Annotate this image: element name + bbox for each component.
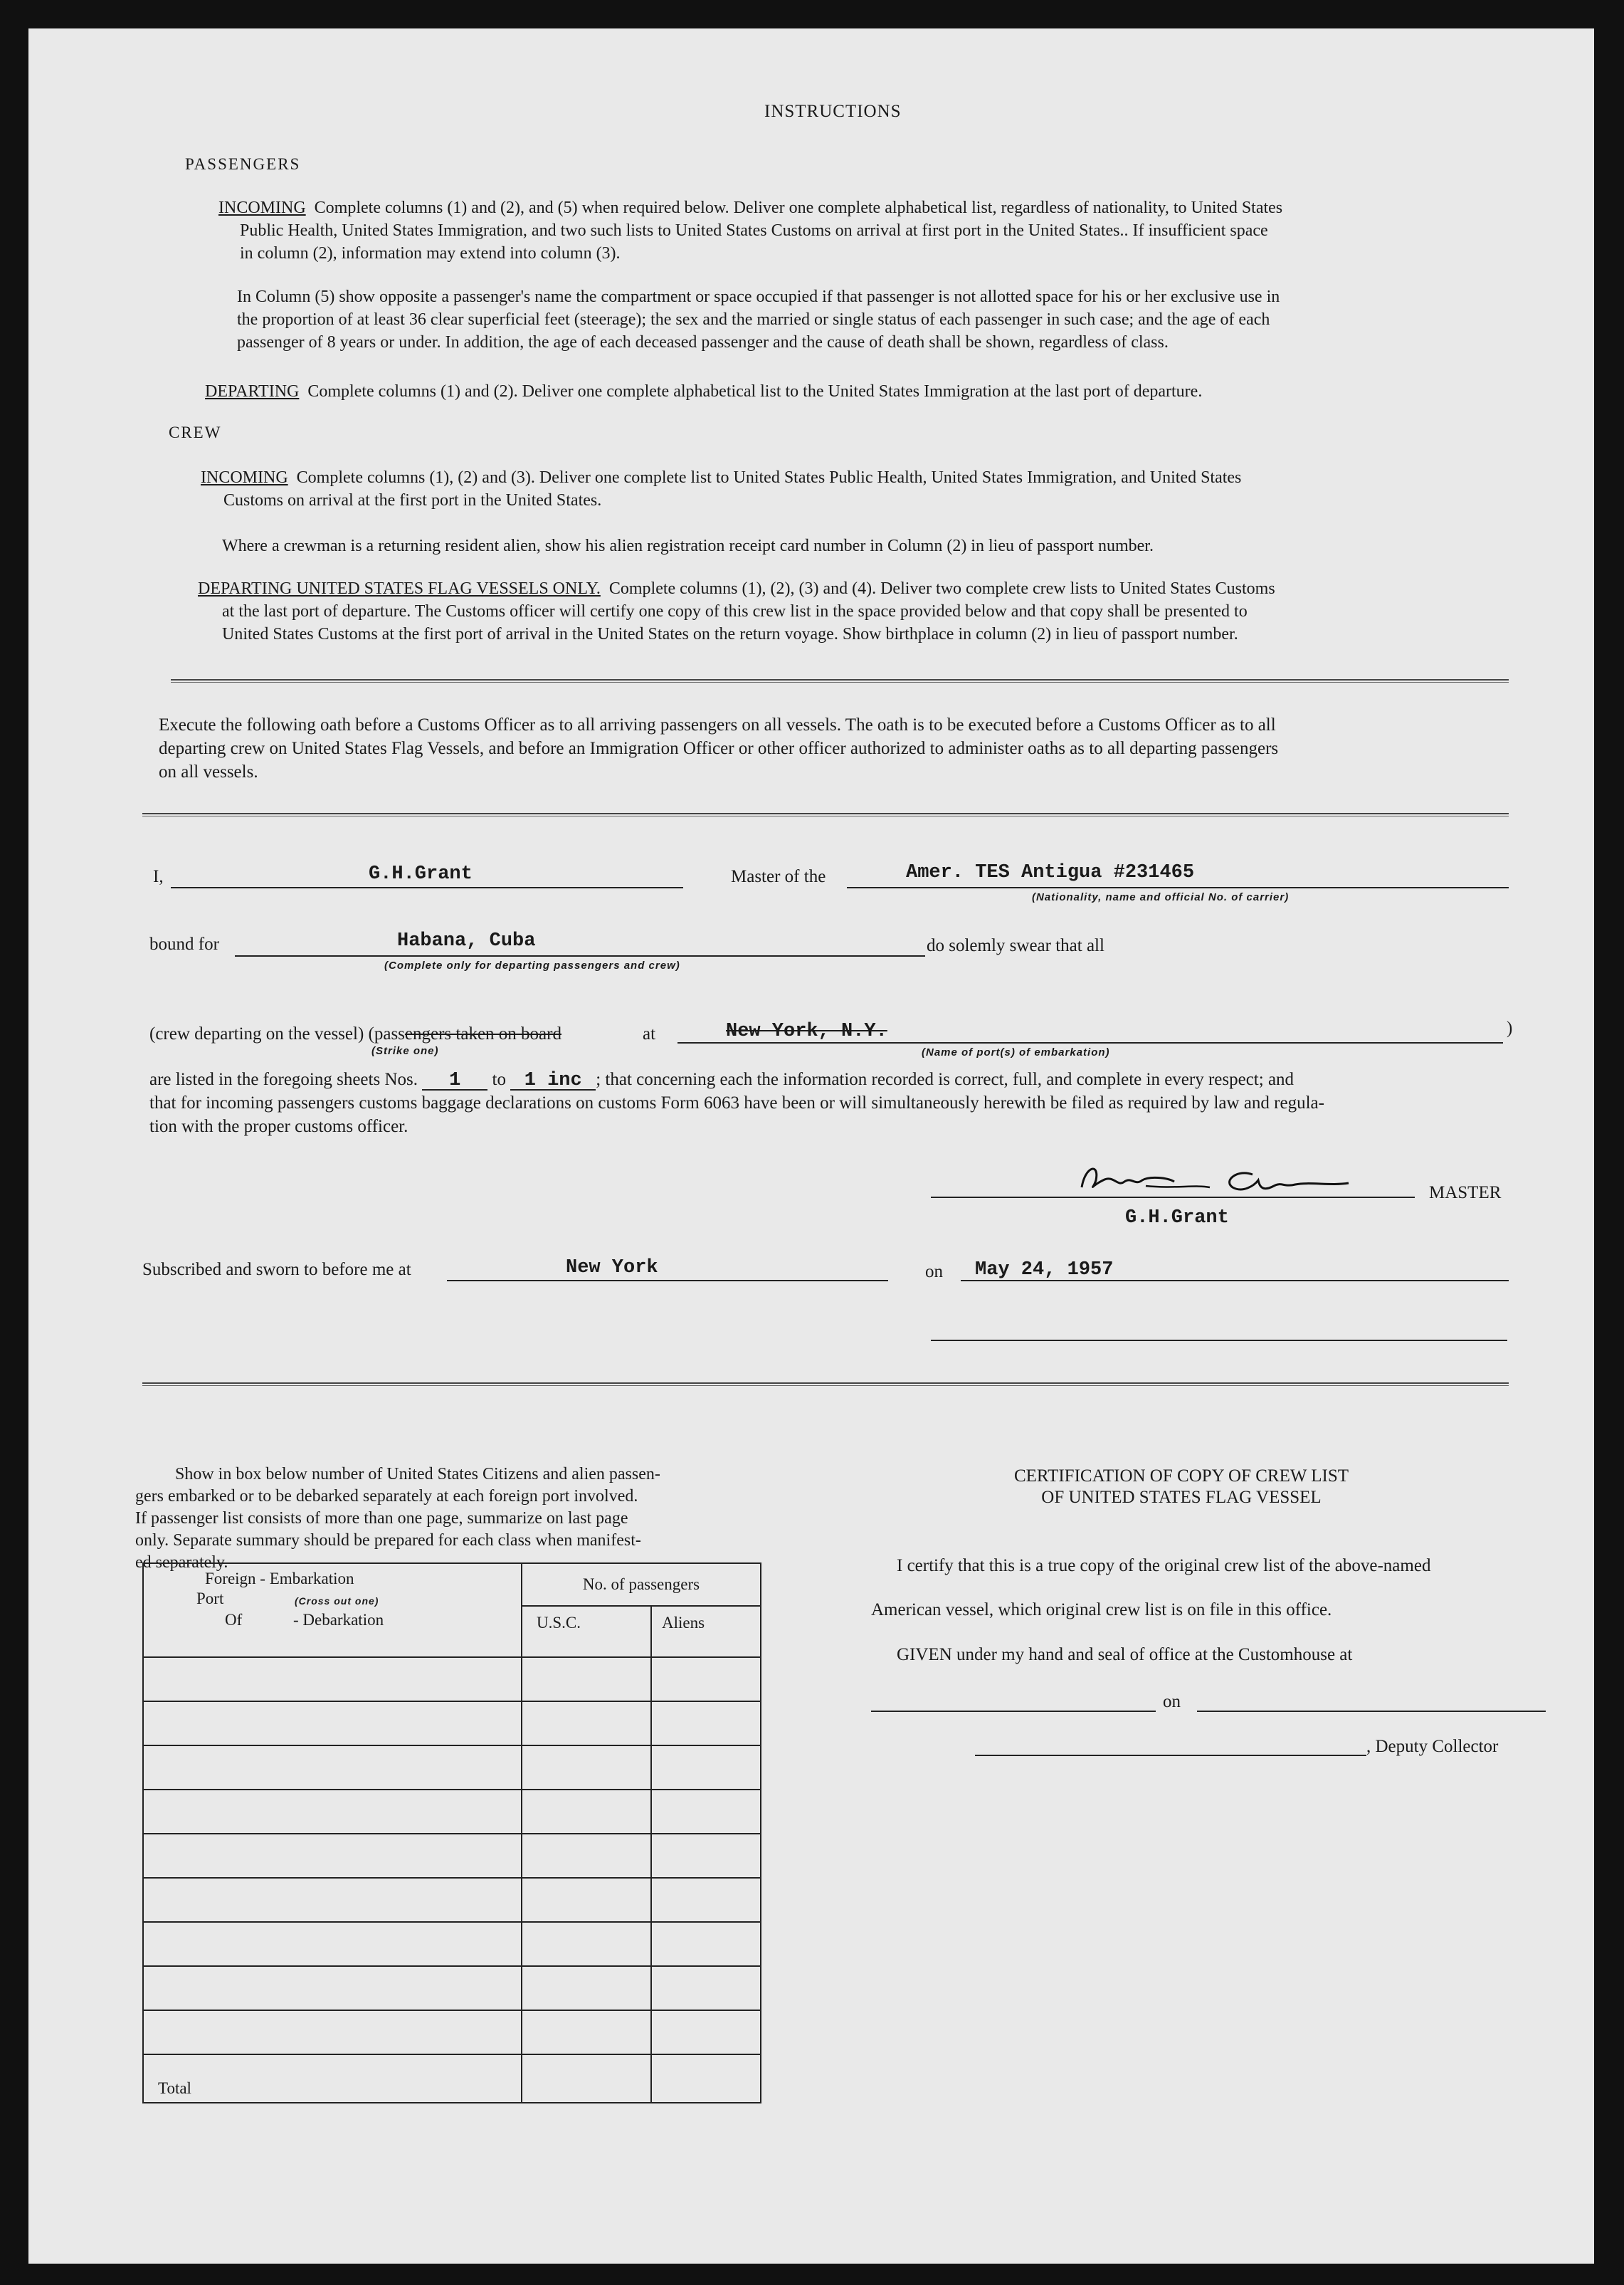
- bound-label: bound for: [149, 935, 219, 954]
- port-cell[interactable]: [143, 1790, 522, 1834]
- aliens-cell[interactable]: [651, 1922, 761, 1966]
- listed-text: are listed in the foregoing sheets Nos.: [149, 1070, 418, 1089]
- deputy-collector-label: , Deputy Collector: [1366, 1737, 1499, 1756]
- aliens-header: Aliens: [651, 1606, 761, 1657]
- summary-row: [143, 1657, 761, 1701]
- port-header-cell: [143, 1563, 522, 1657]
- summary-intro-line: ed separately.: [135, 1553, 228, 1572]
- sworn-place-field[interactable]: New York: [566, 1257, 658, 1278]
- passengers-departing-label: DEPARTING: [205, 382, 300, 401]
- summary-row: [143, 1922, 761, 1966]
- destination-field[interactable]: Habana, Cuba: [397, 930, 536, 952]
- crew-departing-block: [198, 577, 1564, 646]
- vessel-field[interactable]: Amer. TES Antigua #231465: [906, 862, 1195, 883]
- deputy-collector-line[interactable]: [975, 1755, 1366, 1756]
- aliens-cell[interactable]: [651, 1878, 761, 1922]
- signature-typed-name: G.H.Grant: [1125, 1207, 1229, 1229]
- column5-block: [237, 285, 1575, 354]
- aliens-cell[interactable]: [651, 1701, 761, 1745]
- port-line: [677, 1042, 1503, 1044]
- port-cell[interactable]: [143, 1657, 522, 1701]
- oath-intro: [159, 713, 1511, 784]
- close-paren: ): [1507, 1019, 1513, 1038]
- summary-row: [143, 1790, 761, 1834]
- column5-line: the proportion of at least 36 clear superficial feet (steerage); the sex and the married or single status of each passenger in such case; and the age of each: [237, 310, 1270, 329]
- port-cell[interactable]: [143, 1922, 522, 1966]
- sworn-date-field[interactable]: May 24, 1957: [975, 1259, 1114, 1281]
- aliens-cell[interactable]: [651, 1834, 761, 1878]
- sworn-place-line: [447, 1280, 888, 1281]
- strike-hint: (Strike one): [371, 1045, 439, 1057]
- destination-hint: (Complete only for departing passengers and crew): [384, 960, 680, 972]
- crew-departing-line: Complete columns (1), (2), (3) and (4). Deliver two complete crew lists to United States Customs: [608, 579, 1275, 598]
- crew-departing-line: at the last port of departure. The Customs officer will certify one copy of this crew list in the space provided below and that copy shall be presented to: [222, 602, 1248, 621]
- passenger-summary-table: [142, 1562, 761, 2103]
- crew-departing-label: DEPARTING UNITED STATES FLAG VESSELS ONLY.: [198, 579, 601, 598]
- customhouse-line[interactable]: [871, 1711, 1156, 1712]
- crew-incoming-block: [201, 466, 1553, 512]
- divider: [142, 813, 1509, 816]
- port-cell[interactable]: [143, 1701, 522, 1745]
- oath-i-label: I,: [153, 867, 164, 886]
- continuation-line: ; that concerning each the information recorded is correct, full, and complete in every respect; and: [596, 1070, 1295, 1089]
- usc-total-cell[interactable]: [522, 2054, 651, 2103]
- port-cell[interactable]: [143, 2010, 522, 2054]
- master-name-line: [171, 887, 683, 888]
- col-debarkation[interactable]: - Debarkation: [293, 1611, 384, 1629]
- sworn-on-label: on: [925, 1262, 943, 1281]
- col-foreign: Foreign -: [205, 1570, 265, 1587]
- continuation-line: tion with the proper customs officer.: [149, 1117, 408, 1136]
- officer-signature-line: [931, 1340, 1507, 1341]
- aliens-cell[interactable]: [651, 2010, 761, 2054]
- usc-cell[interactable]: [522, 1922, 651, 1966]
- passengers-incoming-line: Public Health, United States Immigration, and two such lists to United States Customs on arrival at first port in the United States.. If insufficient space: [240, 221, 1268, 240]
- master-of-label: Master of the: [731, 867, 826, 886]
- certification-text-1: I certify that this is a true copy of the original crew list of the above-named: [897, 1556, 1431, 1575]
- certification-date-line[interactable]: [1197, 1711, 1546, 1712]
- aliens-total-cell[interactable]: [651, 2054, 761, 2103]
- certification-text-3: GIVEN under my hand and seal of office at the Customhouse at: [897, 1645, 1353, 1664]
- usc-cell[interactable]: [522, 1701, 651, 1745]
- divider: [171, 679, 1509, 683]
- passengers-incoming-label: INCOMING: [218, 199, 306, 217]
- oath-intro-line: on all vessels.: [159, 762, 258, 782]
- passengers-heading: PASSENGERS: [185, 155, 301, 173]
- crew-incoming-line: Customs on arrival at the first port in the United States.: [223, 491, 602, 510]
- crew-departing-text: [149, 1024, 561, 1044]
- summary-row: [143, 1745, 761, 1790]
- certification-on-label: on: [1163, 1692, 1181, 1711]
- continuation-line: that for incoming passengers customs baggage declarations on customs Form 6063 have been or will simultaneously herewith be filed as required by law and regula-: [149, 1093, 1324, 1113]
- usc-cell[interactable]: [522, 1790, 651, 1834]
- usc-cell[interactable]: [522, 1657, 651, 1701]
- summary-row: [143, 2010, 761, 2054]
- summary-intro-line: only. Separate summary should be prepared for each class when manifest-: [135, 1531, 641, 1550]
- passengers-departing-text: Complete columns (1) and (2). Deliver one complete alphabetical list to the United States Immigration at the last port of departure.: [307, 382, 1203, 401]
- summary-total-row: [143, 2054, 761, 2103]
- usc-cell[interactable]: [522, 2010, 651, 2054]
- col-of: Of: [225, 1611, 243, 1629]
- swear-text: do solemly swear that all: [927, 936, 1104, 955]
- aliens-cell[interactable]: [651, 1966, 761, 2010]
- vessel-line: [847, 887, 1509, 888]
- aliens-cell[interactable]: [651, 1657, 761, 1701]
- crew-incoming-line: Complete columns (1), (2) and (3). Deliver one complete list to United States Public Health, United States Immigration, and United States: [296, 468, 1242, 487]
- certification-title-line2: OF UNITED STATES FLAG VESSEL: [1041, 1488, 1322, 1507]
- aliens-cell[interactable]: [651, 1745, 761, 1790]
- summary-row: [143, 1701, 761, 1745]
- oath-intro-line: departing crew on United States Flag Vessels, and before an Immigration Officer or other officer authorized to administer oaths as to all departing passengers: [159, 739, 1279, 758]
- sheet-to-field[interactable]: 1 inc: [510, 1072, 596, 1091]
- passenger-option-struck[interactable]: engers taken on board: [404, 1024, 561, 1044]
- total-label: Total: [143, 2054, 522, 2103]
- master-signature: [1067, 1159, 1366, 1202]
- col-embarkation[interactable]: Embarkation: [269, 1570, 354, 1587]
- usc-cell[interactable]: [522, 1966, 651, 2010]
- summary-row: [143, 1966, 761, 2010]
- column5-line: passenger of 8 years or under. In addition, the age of each deceased passenger and the cause of death shall be shown, regardless of class.: [237, 333, 1169, 352]
- certification-title-line1: CERTIFICATION OF COPY OF CREW LIST: [1013, 1466, 1349, 1486]
- port-cell[interactable]: [143, 1966, 522, 2010]
- port-cell[interactable]: [143, 1878, 522, 1922]
- master-name-field[interactable]: G.H.Grant: [369, 863, 473, 885]
- summary-intro: [135, 1464, 797, 1574]
- column5-line: In Column (5) show opposite a passenger's name the compartment or space occupied if that passenger is not allotted space for his or her exclusive use in: [237, 288, 1280, 306]
- crew-incoming-label: INCOMING: [201, 468, 288, 487]
- passengers-incoming-line: Complete columns (1) and (2), and (5) when required below. Deliver one complete alphabetical list, regardless of nationality, to United States: [314, 199, 1283, 217]
- crewman-text: Where a crewman is a returning resident alien, show his alien registration receipt card number in Column (2) in lieu of passport number.: [222, 537, 1154, 555]
- summary-row: [143, 1834, 761, 1878]
- usc-header: U.S.C.: [522, 1606, 651, 1657]
- form-page: [28, 28, 1594, 2264]
- crew-departing-line: United States Customs at the first port of arrival in the United States on the return voyage. Show birthplace in column (2) in lieu of passport number.: [222, 625, 1238, 644]
- col-port: Port: [196, 1590, 224, 1607]
- vessel-hint: (Nationality, name and official No. of carrier): [1032, 891, 1290, 903]
- crew-heading: CREW: [169, 424, 222, 441]
- destination-line: [235, 955, 925, 957]
- summary-intro-line: gers embarked or to be debarked separately at each foreign port involved.: [135, 1487, 638, 1506]
- signature-line: [931, 1197, 1415, 1198]
- instructions-title: INSTRUCTIONS: [764, 102, 902, 121]
- certification-text-2: American vessel, which original crew list is on file in this office.: [871, 1600, 1332, 1619]
- passengers-incoming-block: [218, 196, 1571, 265]
- col-cross: (Cross out one): [295, 1595, 379, 1607]
- summary-row: [143, 1878, 761, 1922]
- usc-cell[interactable]: [522, 1834, 651, 1878]
- oath-intro-line: Execute the following oath before a Customs Officer as to all arriving passengers on all vessels. The oath is to be executed before a Customs Officer as to all: [159, 715, 1276, 735]
- sheet-from-field[interactable]: 1: [422, 1072, 487, 1091]
- port-hint: (Name of port(s) of embarkation): [922, 1046, 1110, 1059]
- port-cell[interactable]: [143, 1834, 522, 1878]
- at-label: at: [643, 1024, 656, 1044]
- crew-option[interactable]: (crew departing on the vessel) (pass: [149, 1024, 405, 1044]
- usc-cell[interactable]: [522, 1878, 651, 1922]
- usc-cell[interactable]: [522, 1745, 651, 1790]
- listed-paragraph: [149, 1068, 1537, 1138]
- passengers-header: No. of passengers: [522, 1563, 761, 1606]
- divider: [142, 1382, 1509, 1386]
- passengers-incoming-line: in column (2), information may extend into column (3).: [240, 244, 621, 263]
- to-label: to: [492, 1070, 506, 1089]
- subscribed-label: Subscribed and sworn to before me at: [142, 1260, 411, 1279]
- summary-intro-line: If passenger list consists of more than one page, summarize on last page: [135, 1509, 628, 1528]
- aliens-cell[interactable]: [651, 1790, 761, 1834]
- port-cell[interactable]: [143, 1745, 522, 1790]
- summary-intro-line: Show in box below number of United States Citizens and alien passen-: [175, 1465, 660, 1483]
- passengers-departing-block: [205, 380, 1557, 403]
- master-label: MASTER: [1429, 1183, 1502, 1202]
- certification-title: [868, 1466, 1494, 1508]
- port-field[interactable]: New York, N.Y.: [726, 1021, 887, 1042]
